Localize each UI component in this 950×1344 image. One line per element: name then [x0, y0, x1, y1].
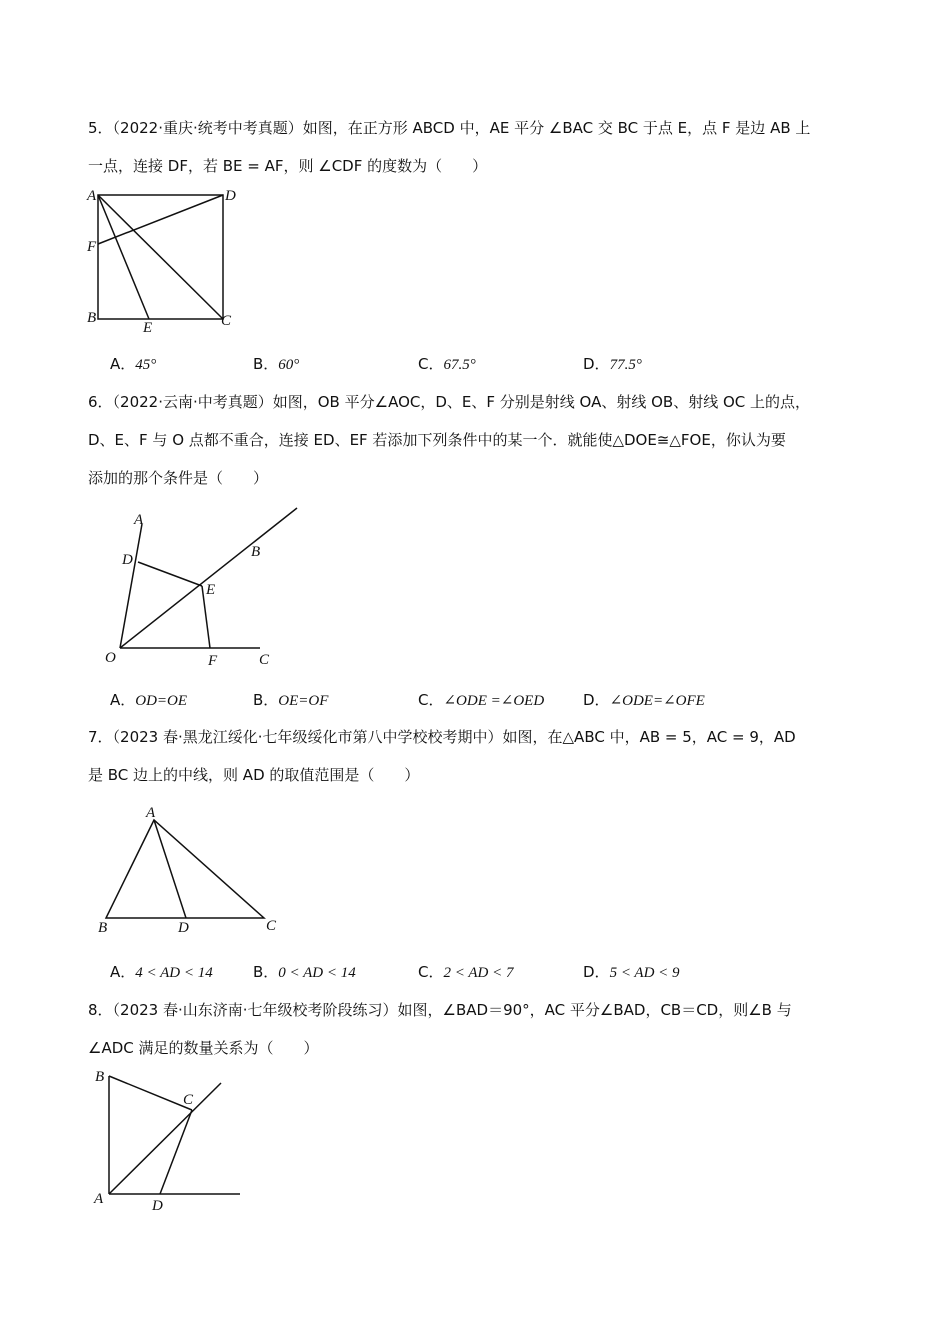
q6-ray-ob — [120, 508, 297, 648]
q8-figure-quadrilateral — [88, 1062, 248, 1218]
option-text: 4 < AD < 14 — [135, 965, 213, 981]
q5-segment-ac — [98, 195, 223, 319]
option-letter: C． — [418, 963, 444, 981]
option-letter: B． — [253, 355, 279, 373]
option-letter: A． — [110, 963, 136, 981]
q6-option-b[interactable] — [253, 690, 328, 711]
q6-option-a[interactable] — [110, 690, 187, 711]
q5-stem-line-1: 5．（2022·重庆·统考中考真题）如图，在正方形 ABCD 中，AE 平分 ∠BAC 交 BC 于点 E，点 F 是边 AB 上 — [88, 119, 811, 137]
q7-label-c: C — [266, 918, 277, 934]
q8-label-a: A — [94, 1191, 104, 1207]
q5-option-d[interactable] — [583, 354, 642, 375]
q6-stem-line-1: 6．（2022·云南·中考真题）如图，OB 平分∠AOC，D、E、F 分别是射线 OA、射线 OB、射线 OC 上的点， — [88, 393, 811, 411]
q5-label-c: C — [221, 313, 232, 329]
q6-label-a: A — [134, 512, 144, 528]
option-text: OD=OE — [135, 693, 188, 709]
q6-figure-bisector — [100, 500, 310, 672]
q7-option-d[interactable] — [583, 962, 680, 983]
q5-label-e: E — [143, 320, 153, 335]
q6-option-c[interactable] — [418, 690, 544, 711]
option-text: 5 < AD < 9 — [609, 965, 680, 981]
q7-stem-line-1: 7．（2023 春·黑龙江绥化·七年级绥化市第八中学校校考期中）如图，在△ABC 中，AB = 5，AC = 9，AD — [88, 728, 796, 746]
q8-label-b: B — [95, 1069, 105, 1085]
option-text: 60° — [278, 357, 300, 373]
option-letter: A． — [110, 355, 136, 373]
option-text: ∠ODE =∠OED — [443, 693, 545, 709]
q7-option-c[interactable] — [418, 962, 513, 983]
q6-ray-oa — [120, 524, 142, 648]
q5-label-a: A — [87, 188, 97, 204]
q5-option-c[interactable] — [418, 354, 476, 375]
option-text: 67.5° — [443, 357, 476, 373]
q6-label-o: O — [105, 650, 116, 666]
option-letter: D． — [583, 355, 610, 373]
q6-stem-line-3: 添加的那个条件是（ ） — [88, 469, 269, 487]
q6-label-b: B — [251, 544, 261, 560]
option-text: 45° — [135, 357, 157, 373]
option-letter: C． — [418, 355, 444, 373]
q7-stem-line-2: 是 BC 边上的中线，则 AD 的取值范围是（ ） — [88, 766, 420, 784]
option-letter: C． — [418, 691, 444, 709]
q6-label-c: C — [259, 652, 270, 668]
option-text: 0 < AD < 14 — [278, 965, 356, 981]
q5-label-d: D — [225, 188, 236, 204]
q7-option-b[interactable] — [253, 962, 356, 983]
q5-segment-ae — [98, 195, 149, 319]
q7-label-b: B — [98, 920, 108, 936]
q8-segment-bc — [109, 1076, 192, 1110]
q5-option-a[interactable] — [110, 354, 156, 375]
q7-option-a[interactable] — [110, 962, 213, 983]
option-letter: D． — [583, 691, 610, 709]
q8-stem-line-2: ∠ADC 满足的数量关系为（ ） — [88, 1039, 319, 1057]
q5-label-b: B — [87, 310, 97, 326]
option-letter: B． — [253, 691, 279, 709]
q5-figure-square — [82, 183, 242, 335]
q5-option-b[interactable] — [253, 354, 299, 375]
option-letter: D． — [583, 963, 610, 981]
q5-label-f: F — [87, 239, 97, 255]
q7-label-a: A — [146, 805, 156, 821]
q6-label-d: D — [122, 552, 133, 568]
q5-stem-line-2: 一点，连接 DF，若 BE = AF，则 ∠CDF 的度数为（ ） — [88, 157, 488, 175]
q6-segment-de — [138, 562, 202, 586]
q6-stem-line-2: D、E、F 与 O 点都不重合，连接 ED、EF 若添加下列条件中的某一个．就能使△DOE≅△FOE，你认为要 — [88, 431, 786, 449]
q8-label-c: C — [183, 1092, 194, 1108]
option-text: OE=OF — [278, 693, 329, 709]
q6-label-f: F — [208, 653, 218, 669]
q6-label-e: E — [206, 582, 216, 598]
q5-segment-df — [98, 195, 223, 244]
option-text: ∠ODE=∠OFE — [609, 693, 705, 709]
option-letter: A． — [110, 691, 136, 709]
q7-triangle-abc — [106, 820, 264, 918]
q7-label-d: D — [178, 920, 189, 936]
q8-segment-cd — [160, 1110, 192, 1194]
option-letter: B． — [253, 963, 279, 981]
q6-option-d[interactable] — [583, 690, 705, 711]
q8-stem-line-1: 8．（2023 春·山东济南·七年级校考阶段练习）如图，∠BAD＝90°，AC 平分∠BAD，CB＝CD，则∠B 与 — [88, 1001, 792, 1019]
q8-label-d: D — [152, 1198, 163, 1214]
option-text: 2 < AD < 7 — [443, 965, 514, 981]
q7-figure-triangle — [94, 800, 284, 938]
option-text: 77.5° — [609, 357, 642, 373]
